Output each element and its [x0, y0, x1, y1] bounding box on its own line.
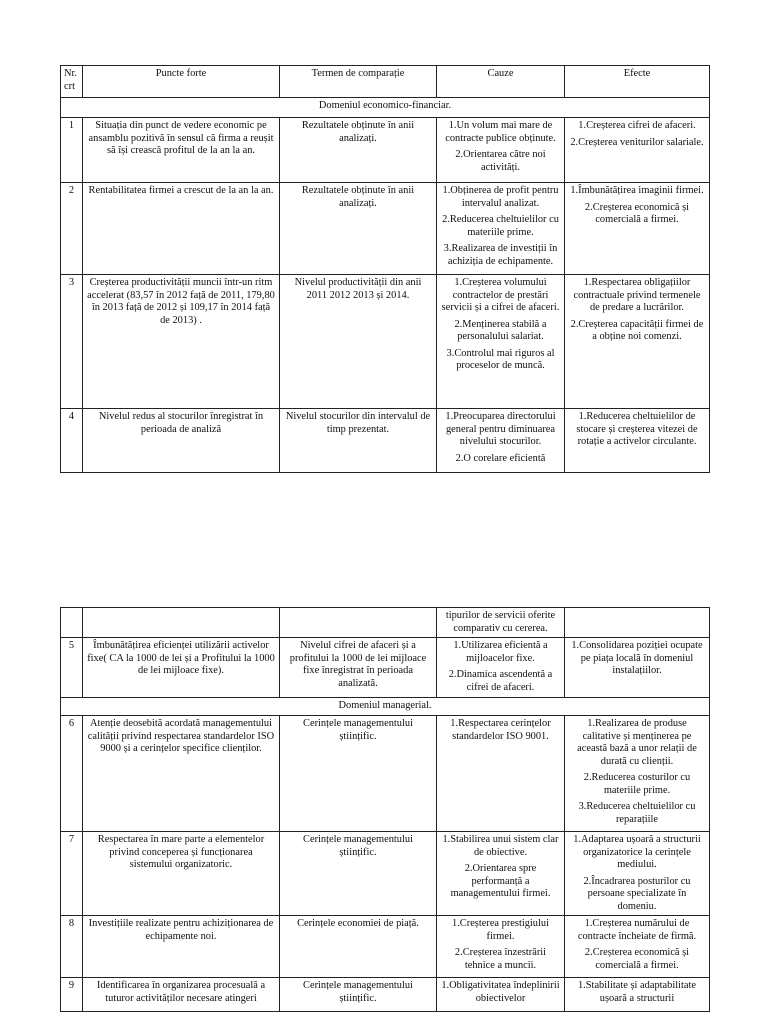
- causes-cell: [437, 118, 565, 183]
- row-number: 1: [61, 118, 83, 183]
- effect-item: 1.Îmbunătățirea imaginii firmei.: [570, 185, 704, 196]
- section-row-managerial: [61, 698, 710, 716]
- empty-cell: [83, 608, 280, 638]
- cause-item: 2.Creșterea înzestrării tehnice a muncii.: [454, 947, 547, 971]
- strength-cell: Rentabilitatea firmei a crescut de la an la an.: [83, 183, 280, 275]
- causes-cell: [437, 409, 565, 473]
- analysis-table-part-1: [60, 65, 710, 473]
- cause-item: 1.Creșterea prestigiului firmei.: [452, 918, 549, 942]
- row-number: 3: [61, 275, 83, 409]
- effect-item: 2.Creșterea economică și comercială a firmei.: [584, 947, 690, 971]
- strength-cell: Identificarea în organizarea procesuală a tuturor activităților necesare atingeri: [83, 978, 280, 1012]
- cause-item: 1.Obținerea de profit pentru intervalul analizat.: [442, 185, 559, 209]
- effect-item: 1.Creșterea numărului de contracte încheiate de firmă.: [577, 918, 697, 942]
- causes-cell: [437, 832, 565, 916]
- table-row: [61, 916, 710, 978]
- effects-cell: [565, 409, 710, 473]
- table-row: [61, 275, 710, 409]
- effect-item: 3.Reducerea cheltuielilor cu reparațiile: [578, 801, 696, 825]
- effects-cell: [565, 716, 710, 832]
- effects-cell: [565, 638, 710, 698]
- effects-cell: [565, 916, 710, 978]
- section-row-economic: [61, 98, 710, 118]
- cause-item: 2.Orientarea către noi activități.: [455, 149, 546, 173]
- row-number: 9: [61, 978, 83, 1012]
- cause-item: 2.Reducerea cheltuielilor cu materiile prime.: [442, 214, 559, 238]
- row-number: 4: [61, 409, 83, 473]
- continuation-row: [61, 608, 710, 638]
- table-row: [61, 118, 710, 183]
- row-number: 8: [61, 916, 83, 978]
- row-number: 5: [61, 638, 83, 698]
- header-nr: Nr. crt: [61, 66, 83, 98]
- strength-cell: Creșterea productivității muncii într-un ritm accelerat (83,57 în 2012 față de 2011, 179,80 în 2013 față de 2012 și 109,17 în 2014 față de 2013) .: [83, 275, 280, 409]
- effect-item: 2.Reducerea costurilor cu materiile prime.: [583, 772, 691, 796]
- comparison-cell: Rezultatele obținute în anii analizați.: [280, 118, 437, 183]
- empty-cell: [61, 608, 83, 638]
- cause-item: 2.Menținerea stabilă a personalului salariat.: [454, 318, 547, 342]
- causes-cell: [437, 275, 565, 409]
- table-row: [61, 832, 710, 916]
- section-title: Domeniul economico-financiar.: [61, 98, 710, 118]
- cause-item: 2.O corelare eficientă: [455, 452, 546, 464]
- effect-item: 1.Creșterea cifrei de afaceri.: [578, 120, 696, 131]
- comparison-cell: Nivelul stocurilor din intervalul de timp prezentat.: [280, 409, 437, 473]
- strength-cell: Nivelul redus al stocurilor înregistrat în perioada de analiză: [83, 409, 280, 473]
- effect-item: 1.Reducerea cheltuielilor de stocare și creșterea vitezei de rotație a activelor circulante.: [576, 411, 698, 447]
- effect-item: 1.Consolidarea poziției ocupate pe piața locală în domeniul instalațiilor.: [571, 640, 703, 676]
- empty-cell: [565, 608, 710, 638]
- cause-item: 2.Orientarea spre performanță a managementului firmei.: [450, 863, 551, 899]
- header-effects: Efecte: [565, 66, 710, 98]
- comparison-cell: Nivelul cifrei de afaceri și a profitului la 1000 de lei mijloace fixe înregistrat în perioada analizată.: [280, 638, 437, 698]
- row-number: 2: [61, 183, 83, 275]
- strength-cell: Atenție deosebită acordată managementului calității privind respectarea standardelor ISO 9000 și a cerințelor specifice clienților.: [83, 716, 280, 832]
- strength-cell: Investițiile realizate pentru achiziționarea de echipamente noi.: [83, 916, 280, 978]
- effect-item: 2.Creșterea veniturilor salariale.: [570, 136, 704, 148]
- table-row: [61, 716, 710, 832]
- comparison-cell: Cerințele managementului științific.: [280, 978, 437, 1012]
- effects-cell: [565, 118, 710, 183]
- comparison-cell: Rezultatele obținute în anii analizați.: [280, 183, 437, 275]
- strength-cell: Respectarea în mare parte a elementelor privind concepereа și funcționarea sistemului organizatoric.: [83, 832, 280, 916]
- table-row: [61, 638, 710, 698]
- effect-item: 1.Adaptarea ușoară a structurii organizatorice la cerințele mediului.: [573, 834, 701, 870]
- table-row: [61, 183, 710, 275]
- effects-cell: [565, 832, 710, 916]
- effects-cell: [565, 978, 710, 1012]
- table-row: [61, 409, 710, 473]
- cause-item: 1.Creșterea volumului contractelor de prestări servicii și a cifrei de afaceri.: [441, 277, 560, 313]
- comparison-cell: Cerințele managementului științific.: [280, 716, 437, 832]
- effects-cell: [565, 183, 710, 275]
- comparison-cell: Nivelul productivității din anii 2011 2012 2013 și 2014.: [280, 275, 437, 409]
- table-row: [61, 978, 710, 1012]
- strength-cell: Îmbunătățirea eficienței utilizării activelor fixe( CA la 1000 de lei și a Profitului la 1000 de lei mijloace fixe).: [83, 638, 280, 698]
- effect-item: 2.Creșterea economică și comercială a firmei.: [584, 201, 690, 225]
- header-comparison: Termen de comparație: [280, 66, 437, 98]
- effect-item: 1.Realizarea de produse calitative și menținerea pe această bază a unor relații de durată cu clienții.: [577, 718, 697, 767]
- header-causes: Cauze: [437, 66, 565, 98]
- header-strengths: Puncte forte: [83, 66, 280, 98]
- effect-item: 1.Stabilitate și adaptabilitate ușoară a structurii: [577, 980, 697, 1004]
- empty-cell: [280, 608, 437, 638]
- analysis-table-part-2: [60, 607, 710, 1012]
- row-number: 6: [61, 716, 83, 832]
- strength-cell: Situația din punct de vedere economic pe ansamblu pozitivă în sensul că firma a reușit să își crească profitul de la an la an.: [83, 118, 280, 183]
- row-number: 7: [61, 832, 83, 916]
- effects-cell: [565, 275, 710, 409]
- cause-item: 1.Utilizarea eficientă a mijloacelor fixe.: [453, 640, 548, 664]
- comparison-cell: Cerințele economiei de piață.: [280, 916, 437, 978]
- cause-item: 3.Realizarea de investiții în achiziția de echipamente.: [443, 243, 558, 267]
- effect-item: 1.Respectarea obligațiilor contractuale privind termenele de predare a lucrărilor.: [573, 277, 701, 313]
- causes-cell: [437, 716, 565, 832]
- table-header-row: [61, 66, 710, 98]
- cause-item: 1.Stabilirea unui sistem clar de obiective.: [442, 834, 559, 858]
- causes-continuation: tipurilor de servicii oferite comparativ cu cererea.: [437, 608, 565, 638]
- cause-item: 1.Respectarea cerințelor standardelor ISO 9001.: [450, 718, 551, 742]
- cause-item: 1.Un volum mai mare de contracte publice obținute.: [445, 120, 556, 144]
- effect-item: 2.Creșterea capacității firmei de a obține noi comenzi.: [570, 318, 704, 342]
- cause-item: 2.Dinamica ascendentă a cifrei de afaceri.: [448, 669, 553, 693]
- section-title: Domeniul managerial.: [61, 698, 710, 716]
- cause-item: 3.Controlul mai riguros al proceselor de muncă.: [446, 347, 555, 371]
- comparison-cell: Cerințele managementului științific.: [280, 832, 437, 916]
- causes-cell: [437, 916, 565, 978]
- cause-item: 1.Preocuparea directorului general pentru diminuarea nivelului stocurilor.: [445, 411, 556, 447]
- causes-cell: [437, 978, 565, 1012]
- effect-item: 2.Încadrarea posturilor cu persoane specializate în domeniu.: [583, 875, 691, 912]
- causes-cell: [437, 638, 565, 698]
- cause-item: 1.Obligativitatea îndeplinirii obiectivelor: [441, 980, 560, 1004]
- causes-cell: [437, 183, 565, 275]
